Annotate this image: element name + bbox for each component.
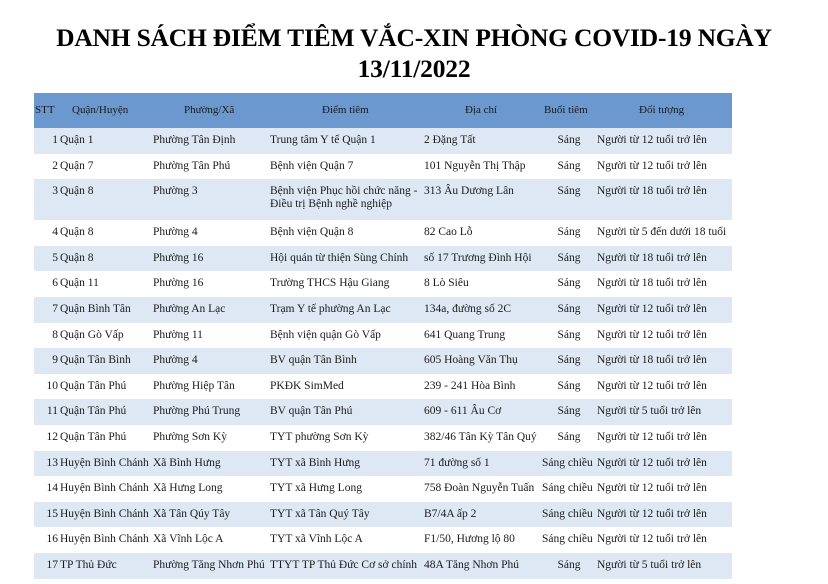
cell-session: Sáng [557, 251, 581, 264]
table-row [34, 502, 732, 528]
cell-stt: 14 [46, 482, 58, 495]
cell-stt: 1 [52, 134, 58, 146]
cell-target-group: Người từ 12 tuổi trở lên [597, 430, 707, 443]
table-row [34, 399, 732, 425]
cell-stt: 6 [52, 277, 58, 290]
cell-site: Bệnh viện Phục hồi chức năng - Điều trị Bệnh nghề nghiệp [270, 185, 418, 211]
cell-address: 641 Quang Trung [424, 328, 506, 341]
cell-district: Quận Tân Phú [60, 430, 127, 443]
cell-ward: Phường Phú Trung [153, 405, 241, 418]
cell-stt: 5 [52, 251, 58, 264]
cell-ward: Xã Vĩnh Lộc A [153, 533, 224, 546]
header-stt: STT [35, 104, 55, 116]
cell-address: 48A Tăng Nhơn Phú [424, 558, 519, 571]
cell-site: Bệnh viện Quận 8 [270, 226, 354, 239]
cell-session: Sáng [557, 430, 581, 443]
cell-address: 239 - 241 Hòa Bình [424, 379, 516, 392]
cell-session: Sáng [557, 558, 581, 571]
cell-site: Hội quán từ thiện Sùng Chính [270, 251, 409, 264]
cell-ward: Xã Bình Hưng [153, 456, 221, 469]
cell-ward: Phường Tăng Nhơn Phú [153, 558, 265, 571]
cell-session: Sáng chiều [542, 533, 593, 546]
cell-target-group: Người từ 5 tuổi trở lên [597, 558, 702, 571]
cell-ward: Phường Tân Định [153, 134, 236, 146]
cell-target-group: Người từ 12 tuổi trở lên [597, 379, 707, 392]
cell-site: TTYT TP Thủ Đức Cơ sở chính [270, 558, 418, 571]
header-address: Địa chỉ [465, 104, 498, 116]
cell-stt: 9 [52, 354, 58, 367]
cell-target-group: Người từ 18 tuổi trở lên [597, 277, 707, 290]
header-session: Buổi tiêm [544, 104, 588, 116]
cell-stt: 16 [46, 533, 58, 546]
header-site: Điểm tiêm [322, 104, 369, 116]
vaccination-sites-table [34, 93, 732, 579]
cell-stt: 13 [46, 456, 58, 469]
cell-stt: 11 [46, 405, 58, 418]
table-row [34, 553, 732, 579]
table-row [34, 271, 732, 297]
cell-address: 605 Hoàng Văn Thụ [424, 354, 518, 367]
table-row [34, 297, 732, 323]
cell-site: TYT xã Tân Quý Tây [270, 507, 370, 520]
cell-session: Sáng [557, 159, 581, 172]
cell-district: Quận 8 [60, 185, 94, 198]
table-row [34, 476, 732, 502]
cell-address: 82 Cao Lỗ [424, 226, 473, 239]
table-row [34, 451, 732, 477]
cell-district: Quận Tân Bình [60, 354, 131, 367]
cell-site: TYT phường Sơn Kỳ [270, 430, 369, 443]
table-row [34, 128, 732, 154]
cell-address: 101 Nguyễn Thị Thập [424, 159, 526, 172]
cell-session: Sáng [557, 302, 581, 315]
cell-address: 609 - 611 Âu Cơ [424, 405, 502, 418]
cell-ward: Phường 3 [153, 185, 198, 198]
cell-district: Quận 8 [60, 251, 94, 264]
table-row [34, 374, 732, 400]
title-line-1: DANH SÁCH ĐIỂM TIÊM VẮC-XIN PHÒNG COVID-19 NGÀY [56, 23, 772, 52]
cell-stt: 15 [46, 507, 58, 520]
cell-ward: Phường Hiệp Tân [153, 379, 235, 392]
cell-address: số 17 Trương Đình Hội [424, 251, 532, 264]
table-row [34, 348, 732, 374]
cell-stt: 10 [46, 379, 58, 392]
cell-target-group: Người từ 5 đến dưới 18 tuổi [597, 226, 727, 239]
cell-district: Quận Tân Phú [60, 405, 127, 418]
cell-target-group: Người từ 12 tuổi trở lên [597, 302, 707, 315]
cell-district: Quận 8 [60, 226, 94, 239]
cell-target-group: Người từ 12 tuổi trở lên [597, 456, 707, 469]
cell-site: TYT xã Hưng Long [270, 482, 362, 495]
cell-stt: 3 [52, 185, 58, 198]
cell-session: Sáng chiều [542, 482, 593, 495]
cell-site: Trạm Y tế phường An Lạc [270, 302, 391, 315]
cell-district: Quận 7 [60, 159, 94, 172]
cell-session: Sáng [557, 328, 581, 341]
cell-ward: Phường 16 [153, 251, 204, 264]
cell-ward: Xã Hưng Long [153, 482, 223, 495]
cell-address: 8 Lò Siêu [424, 277, 469, 290]
table-row [34, 179, 732, 220]
cell-district: Quận 1 [60, 134, 94, 146]
cell-session: Sáng chiều [542, 456, 593, 469]
cell-district: Huyện Bình Chánh [60, 482, 149, 495]
cell-session: Sáng [557, 277, 581, 290]
cell-target-group: Người từ 18 tuổi trở lên [597, 185, 707, 198]
cell-address: 758 Đoàn Nguyễn Tuấn [424, 482, 535, 495]
cell-district: Huyện Bình Chánh [60, 507, 149, 520]
cell-target-group: Người từ 18 tuổi trở lên [597, 354, 707, 367]
table-row [34, 220, 732, 246]
table-row [34, 154, 732, 180]
cell-stt: 8 [52, 328, 58, 341]
cell-target-group: Người từ 12 tuổi trở lên [597, 482, 707, 495]
cell-district: Quận Bình Tân [60, 302, 131, 315]
cell-address: B7/4A ấp 2 [424, 507, 477, 520]
header-district: Quận/Huyện [72, 104, 129, 116]
cell-site: BV quận Tân Bình [270, 354, 357, 367]
cell-target-group: Người từ 18 tuổi trở lên [597, 251, 707, 264]
title-line-2: 13/11/2022 [357, 54, 471, 83]
table-row [34, 527, 732, 553]
cell-stt: 12 [46, 430, 58, 443]
cell-site: Bệnh viện Quận 7 [270, 159, 354, 172]
cell-site: TYT xã Bình Hưng [270, 456, 361, 469]
cell-ward: Phường 11 [153, 328, 203, 341]
cell-stt: 17 [46, 558, 58, 571]
cell-site: Trường THCS Hậu Giang [270, 277, 390, 290]
cell-address: 2 Đặng Tất [424, 134, 476, 146]
cell-target-group: Người từ 12 tuổi trở lên [597, 159, 707, 172]
cell-district: Quận 11 [60, 277, 99, 290]
cell-session: Sáng [557, 405, 581, 418]
cell-stt: 2 [52, 159, 58, 172]
header-target-group: Đối tượng [639, 104, 685, 116]
cell-district: Huyện Bình Chánh [60, 533, 149, 546]
cell-target-group: Người từ 12 tuổi trở lên [597, 507, 707, 520]
cell-session: Sáng chiều [542, 507, 593, 520]
cell-district: Huyện Bình Chánh [60, 456, 149, 469]
cell-target-group: Người từ 12 tuổi trở lên [597, 134, 707, 146]
cell-target-group: Người từ 5 tuổi trở lên [597, 405, 702, 418]
cell-ward: Phường Sơn Kỳ [153, 430, 227, 443]
cell-address: 382/46 Tân Kỳ Tân Quý [424, 430, 537, 443]
cell-session: Sáng [557, 379, 581, 392]
cell-address: 134a, đường số 2C [424, 302, 512, 315]
cell-stt: 4 [52, 226, 58, 239]
cell-district: Quận Gò Vấp [60, 328, 124, 341]
cell-session: Sáng [557, 226, 581, 239]
cell-site: Bệnh viện quận Gò Vấp [270, 328, 381, 341]
cell-target-group: Người từ 12 tuổi trở lên [597, 328, 707, 341]
cell-district: TP Thủ Đức [60, 558, 117, 571]
table-row [34, 246, 732, 272]
cell-ward: Phường 16 [153, 277, 204, 290]
cell-ward: Phường Tân Phú [153, 159, 231, 172]
cell-stt: 7 [52, 302, 58, 315]
table-header-row [34, 93, 732, 128]
table-row [34, 323, 732, 349]
cell-district: Quận Tân Phú [60, 379, 127, 392]
cell-ward: Phường An Lạc [153, 302, 226, 315]
table-row [34, 425, 732, 451]
cell-site: Trung tâm Y tế Quận 1 [270, 134, 376, 146]
cell-ward: Xã Tân Qúy Tây [153, 507, 231, 520]
cell-target-group: Người từ 12 tuổi trở lên [597, 533, 707, 546]
cell-site: PKĐK SimMed [270, 379, 344, 392]
cell-address: F1/50, Hương lộ 80 [424, 533, 515, 546]
cell-session: Sáng [557, 354, 581, 367]
cell-address: 313 Âu Dương Lân [424, 185, 514, 198]
cell-ward: Phường 4 [153, 226, 198, 239]
cell-site: TYT xã Vĩnh Lộc A [270, 533, 363, 546]
cell-site: BV quận Tân Phú [270, 405, 353, 418]
cell-ward: Phường 4 [153, 354, 198, 367]
cell-session: Sáng [557, 185, 581, 198]
header-ward: Phường/Xã [184, 104, 235, 116]
cell-address: 71 đường số 1 [424, 456, 490, 469]
cell-session: Sáng [557, 134, 581, 146]
document-title [0, 22, 828, 84]
